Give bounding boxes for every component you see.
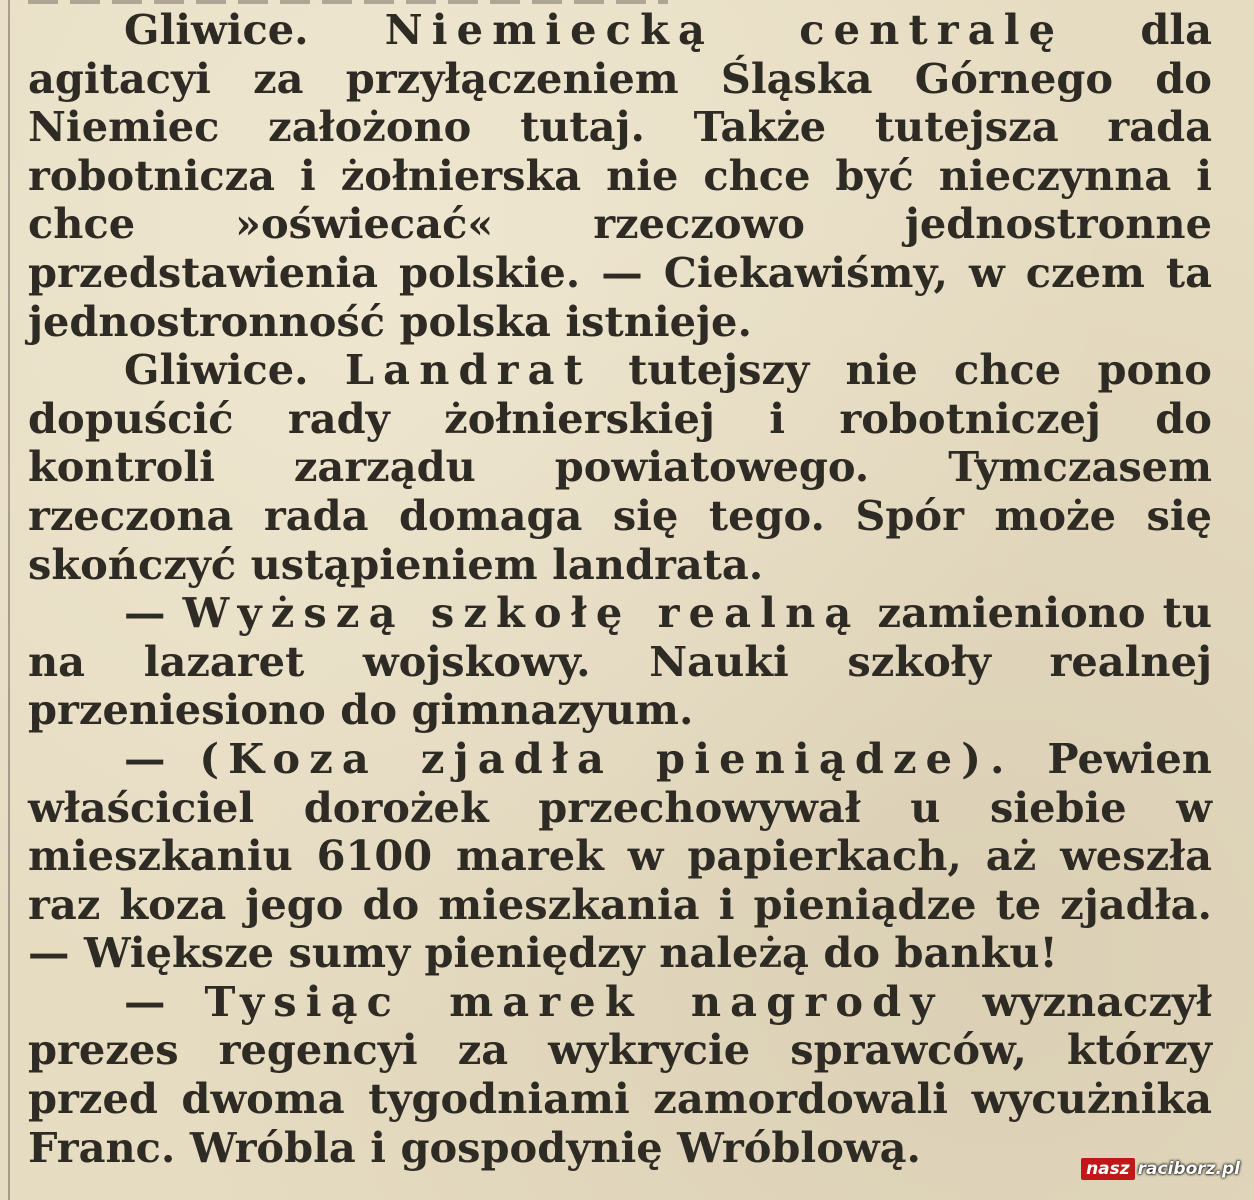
paragraph-koza — [28, 735, 1212, 978]
article-body — [28, 6, 1212, 1172]
paragraph-szkola-realna — [28, 589, 1212, 735]
paragraph-spaced-heading: Niemiecką centralę — [384, 5, 1065, 54]
paragraph-text: wyznaczył prezes regencyi za wykrycie sprawców, którzy przed dwoma tygodniami zamordowali wycużnika Franc. Wróbla i gospodynię Wróblową. — [28, 976, 1212, 1172]
watermark-part-nasz: nasz — [1081, 1158, 1135, 1180]
paragraph-gliwice-centrala — [28, 6, 1212, 346]
paragraph-lead: Gliwice. — [124, 345, 309, 395]
cropped-previous-line — [28, 0, 668, 4]
watermark-part-domain: raciborz.pl — [1137, 1159, 1240, 1179]
paragraph-spaced-heading: Wyższą szkołę realną — [182, 588, 861, 638]
paragraph-spaced-heading: Landrat — [344, 345, 592, 395]
paragraph-spaced-heading: Tysiąc marek nagrody — [204, 976, 944, 1026]
paragraph-lead: — — [124, 733, 200, 783]
paragraph-text: tutejszy nie chce pono dopuścić rady żołnierskiej i robotniczej do kontroli zarządu powiatowego. Tymczasem rzeczona rada domaga się tego. Spór może się skończyć ustąpieniem landrata. — [28, 345, 1212, 589]
article-column — [28, 6, 1212, 1172]
paragraph-spaced-heading: (Koza zjadła pieniądze). — [199, 733, 1014, 783]
site-watermark — [1081, 1158, 1240, 1180]
paragraph-lead: Gliwice. — [124, 5, 309, 54]
paragraph-nagroda — [28, 978, 1212, 1172]
paragraph-text: zamieniono tu na lazaret wojskowy. Nauki szkoły realnej przeniesiono do gimnazyum. — [28, 588, 1212, 735]
paragraph-lead: — — [124, 588, 183, 638]
column-rule — [8, 0, 10, 1200]
paragraph-lead: — — [124, 976, 205, 1026]
paragraph-text: Pewien właściciel dorożek przechowywał u siebie w mieszkaniu 6100 marek w papierkach, aż weszła raz koza jego do mieszkania i pieniądze te zjadła. — Większe sumy pieniędzy należą do banku! — [28, 733, 1212, 978]
paragraph-text: dla agitacyi za przyłączeniem Śląska Górnego do Niemiec założono tutaj. Także tutejsza rada robotnicza i żołnierska nie chce być nieczynna i chce »oświecać« rzeczowo jednostronne przedstawienia polskie. — Ciekawiśmy, w czem ta jednostronność polska istnieje. — [28, 5, 1213, 346]
paragraph-gliwice-landrat — [28, 346, 1212, 589]
